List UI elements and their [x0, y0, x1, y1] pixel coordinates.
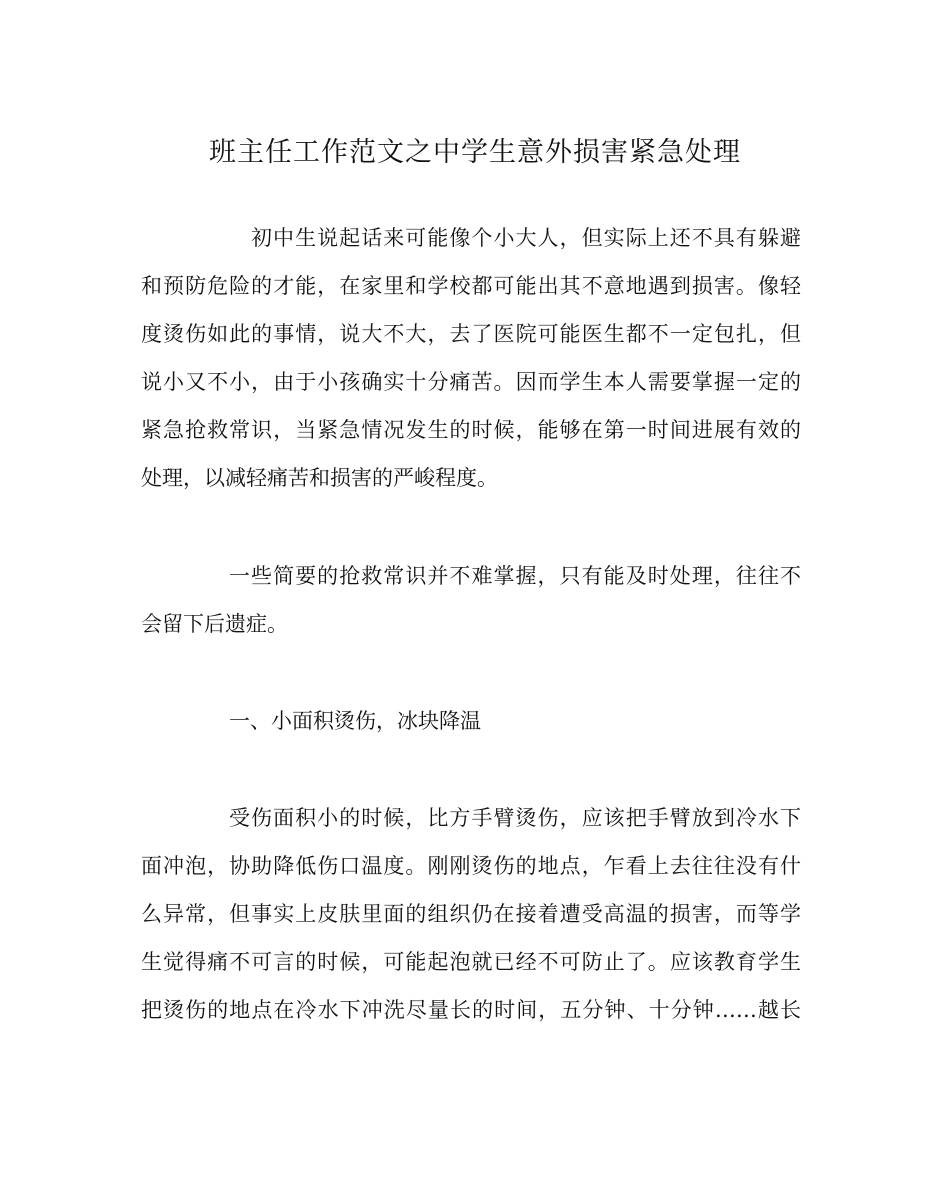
paragraph-3-line-5: 把烫伤的地点在冷水下冲洗尽量长的时间，五分钟、十分钟……越长 — [141, 998, 801, 1022]
paragraph-3-line-3: 么异常，但事实上皮肤里面的组织仍在接着遭受高温的损害，而等学 — [141, 902, 801, 926]
document-title: 班主任工作范文之中学生意外损害紧急处理 — [209, 137, 741, 168]
paragraph-1-line-2: 和预防危险的才能，在家里和学校都可能出其不意地遇到损害。像轻 — [141, 274, 801, 298]
paragraph-1-line-6: 处理，以减轻痛苦和损害的严峻程度。 — [141, 466, 498, 490]
paragraph-1-line-5: 紧急抢救常识，当紧急情况发生的时候，能够在第一时间进展有效的 — [141, 418, 801, 442]
paragraph-3-line-2: 面冲泡，协助降低伤口温度。刚刚烫伤的地点，乍看上去往往没有什 — [141, 854, 801, 878]
paragraph-1-line-4: 说小又不小，由于小孩确实十分痛苦。因而学生本人需要掌握一定的 — [141, 370, 801, 394]
paragraph-1-line-1: 初中生说起话来可能像个小大人，但实际上还不具有躲避 — [251, 226, 801, 250]
paragraph-3-line-1: 受伤面积小的时候，比方手臂烫伤，应该把手臂放到冷水下 — [229, 806, 801, 830]
paragraph-2-line-2: 会留下后遗症。 — [141, 612, 288, 636]
section-heading-1: 一、小面积烫伤，冰块降温 — [229, 709, 481, 733]
paragraph-2-line-1: 一些简要的抢救常识并不难掌握，只有能及时处理，往往不 — [229, 564, 801, 588]
paragraph-3-line-4: 生觉得痛不可言的时候，可能起泡就已经不可防止了。应该教育学生 — [141, 950, 801, 974]
paragraph-1-line-3: 度烫伤如此的事情，说大不大，去了医院可能医生都不一定包扎，但 — [141, 322, 801, 346]
